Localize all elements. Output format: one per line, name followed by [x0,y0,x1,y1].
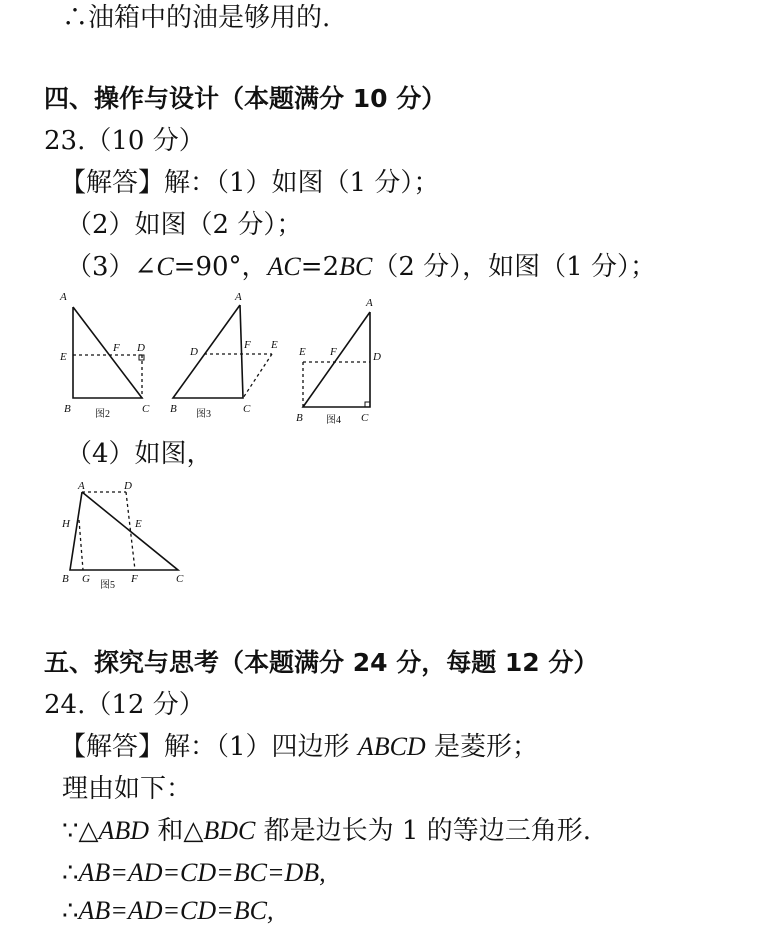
fig5-label-c: C [176,573,184,585]
fig2-label-f: F [113,342,120,354]
q24-therefore-1 [62,857,326,889]
q23-answer-1: 【解答】解：（1）如图（1 分）； [60,168,440,198]
q24-therefore-2 [62,895,273,927]
var-c: C [156,252,174,281]
fig3-label-c: C [243,403,251,415]
fig4-label-a: A [366,297,373,309]
fig4-label-d: D [373,351,381,363]
q24-header: 24.（12 分） [44,690,205,720]
fig3-label-e: E [271,339,278,351]
fig2-label-a: A [60,291,67,303]
fig2-label-e: E [60,351,67,363]
because-suffix: 都是边长为 1 的等边三角形. [255,816,591,846]
fig4-label-b: B [296,412,303,424]
var-bdc: BDC [203,816,256,845]
eq-90: =90°， [173,252,268,282]
fig2-label-c: C [142,403,150,415]
var-abcd: ABCD [357,732,426,761]
fig4-label-e: E [299,346,306,358]
section5-title: 五、探究与思考（本题满分 24 分，每题 12 分） [44,648,599,677]
fig5-label-h: H [62,518,70,530]
eq-2: =2 [300,252,340,282]
fig5-label-b: B [62,573,69,585]
q24-because [62,815,591,847]
fig3-label-d: D [190,346,198,358]
therefore-symbol: ∴ [62,858,79,888]
fig4-label-c: C [361,412,369,424]
fig4-label-f: F [330,346,337,358]
section4-title: 四、操作与设计（本题满分 10 分） [44,84,447,113]
fig5-label-d: D [124,480,132,492]
q23-answer-4: （4）如图， [66,439,213,469]
q23-answer-2: （2）如图（2 分）； [66,210,303,240]
because-and: 和△ [149,816,204,846]
q23-header: 23.（10 分） [44,126,205,156]
q24-answer-prefix: 【解答】解：（1）四边形 [60,732,358,762]
because-prefix: ∵△ [62,816,99,846]
var-ac: AC [267,252,301,281]
fig5-label-g: G [82,573,90,585]
q23-answer-3-prefix: （3）∠ [66,252,157,282]
fig3-caption: 图3 [196,409,211,420]
var-abd: ABD [98,816,150,845]
fig4-caption: 图4 [326,415,341,426]
fig2-label-b: B [64,403,71,415]
q24-answer-suffix: 是菱形； [425,732,538,762]
fig5-label-e: E [135,518,142,530]
therefore-expr-2: AB=AD=CD=BC, [78,896,274,925]
fig5-caption: 图5 [100,580,115,591]
therefore-symbol: ∴ [62,896,79,926]
fig5-label-f: F [131,573,138,585]
fig3-label-f: F [244,339,251,351]
conclusion-line: ∴油箱中的油是够用的. [62,3,331,33]
therefore-expr-1: AB=AD=CD=BC=DB, [78,858,326,887]
fig3-label-a: A [235,291,242,303]
q24-answer-1 [60,731,538,763]
fig2-caption: 图2 [95,409,110,420]
q24-reason: 理由如下： [62,774,193,804]
var-bc: BC [339,252,373,281]
q23-answer-3-suffix: （2 分），如图（1 分）； [372,252,656,282]
fig5-label-a: A [78,480,85,492]
fig2-label-d: D [137,342,145,354]
fig3-label-b: B [170,403,177,415]
